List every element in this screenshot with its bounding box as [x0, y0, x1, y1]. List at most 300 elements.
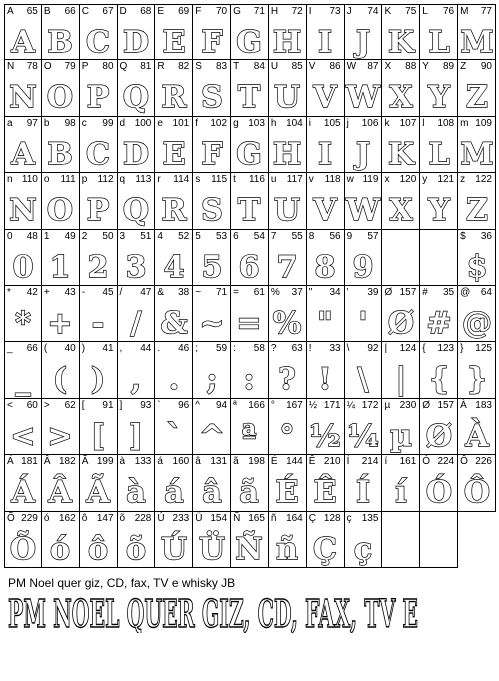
glyph-outline-char: + — [47, 305, 73, 341]
glyph-outline-char: $ — [466, 249, 487, 285]
glyph-cell — [155, 4, 193, 60]
glyph-cell — [420, 60, 458, 116]
glyph-code-label: 77 — [480, 6, 492, 17]
glyph-sample — [118, 356, 155, 398]
glyph-char-label: b — [43, 117, 50, 129]
glyph-sample — [420, 19, 457, 60]
glyph-cell — [231, 342, 269, 398]
glyph-char-label: n — [7, 174, 13, 186]
glyph-outline-char: , — [130, 362, 142, 398]
glyph-sample — [382, 131, 419, 172]
glyph-code-label: 80 — [102, 61, 114, 73]
glyph-code-label: 37 — [291, 286, 303, 298]
glyph-code-label: 85 — [291, 61, 303, 73]
glyph-outline-char: Ã — [86, 475, 110, 511]
glyph-sample — [420, 131, 457, 172]
glyph-cell — [155, 455, 193, 511]
glyph-sample — [345, 526, 382, 567]
glyph-code-label: 97 — [26, 117, 38, 129]
glyph-char-label: µ — [384, 399, 391, 411]
glyph-sample — [155, 187, 192, 229]
glyph-svg — [270, 469, 304, 511]
glyph-sample — [5, 244, 41, 285]
glyph-outline-char: 2 — [87, 249, 109, 285]
glyph-cell — [42, 173, 80, 229]
glyph-sample — [155, 413, 192, 454]
glyph-outline-char: ; — [206, 362, 218, 398]
glyph-svg — [346, 300, 380, 341]
glyph-outline-char: V — [313, 80, 337, 116]
glyph-cell — [420, 455, 458, 511]
glyph-outline-char: E — [162, 25, 186, 60]
glyph-code-label: 98 — [64, 117, 76, 129]
glyph-cell — [382, 512, 420, 568]
glyph-char-label: ~ — [195, 286, 202, 298]
glyph-outline-char: Ø — [425, 418, 452, 454]
glyph-cell — [382, 342, 420, 398]
glyph-char-label: V — [308, 61, 316, 73]
glyph-sample — [42, 526, 79, 567]
glyph-char-label: 5 — [195, 230, 201, 242]
glyph-char-label: ] — [119, 399, 123, 411]
glyph-char-label: N — [7, 61, 15, 73]
glyph-code-label: 124 — [399, 343, 417, 355]
glyph-char-label: ^ — [195, 399, 200, 411]
glyph-char-label: u — [270, 174, 277, 186]
glyph-svg — [6, 187, 40, 229]
glyph-cell — [4, 286, 42, 342]
glyph-char-label: Y — [422, 61, 429, 73]
glyph-cell — [80, 512, 118, 568]
glyph-outline-char: 4 — [163, 249, 185, 285]
glyph-sample — [118, 244, 155, 285]
glyph-svg — [119, 526, 153, 567]
glyph-code-label: 102 — [210, 117, 228, 129]
glyph-svg — [6, 413, 40, 454]
glyph-char-label: õ — [119, 512, 126, 524]
glyph-svg — [346, 413, 380, 454]
glyph-code-label: 111 — [60, 174, 76, 186]
glyph-cell — [118, 60, 156, 116]
glyph-char-label: 4 — [157, 230, 163, 242]
glyph-svg — [195, 413, 229, 454]
glyph-code-label: 82 — [178, 61, 190, 73]
glyph-code-label: 60 — [26, 399, 38, 411]
glyph-code-label: 43 — [64, 286, 76, 298]
glyph-code-label: 131 — [210, 456, 228, 468]
glyph-outline-char: À — [464, 418, 489, 454]
glyph-code-label: 42 — [26, 286, 38, 298]
glyph-sample — [458, 74, 495, 116]
glyph-char-label: F — [195, 6, 202, 17]
glyph-cell — [4, 230, 42, 286]
glyph-svg — [459, 19, 494, 60]
glyph-svg — [81, 300, 115, 341]
glyph-sample — [155, 131, 192, 172]
glyph-svg — [422, 469, 456, 511]
glyph-char-label: 7 — [270, 230, 277, 242]
glyph-outline-char: - — [91, 305, 105, 341]
glyph-cell — [307, 4, 345, 60]
glyph-code-label: 84 — [253, 61, 265, 73]
glyph-svg — [195, 356, 229, 398]
glyph-char-label: ' — [346, 286, 349, 298]
glyph-svg — [81, 19, 115, 60]
glyph-outline-char: B — [47, 25, 73, 60]
glyph-outline-char: T — [238, 80, 261, 116]
glyph-outline-char: } — [466, 362, 487, 398]
glyph-outline-char: @ — [461, 305, 492, 341]
glyph-code-label: 113 — [135, 174, 152, 186]
glyph-char-label: \ — [346, 343, 350, 355]
glyph-cell — [307, 60, 345, 116]
glyph-code-label: 52 — [178, 230, 190, 242]
glyph-cell — [118, 455, 156, 511]
glyph-cell — [269, 286, 307, 342]
glyph-code-label: 162 — [59, 512, 76, 524]
glyph-code-label: 104 — [286, 117, 303, 129]
glyph-code-label: 75 — [405, 6, 417, 17]
glyph-svg — [195, 469, 229, 511]
glyph-sample — [118, 74, 155, 116]
glyph-outline-char: Ç — [313, 531, 338, 567]
glyph-svg — [81, 187, 115, 229]
glyph-svg — [232, 356, 266, 398]
glyph-code-label: 229 — [21, 512, 38, 524]
glyph-char-label: Q — [119, 61, 128, 73]
glyph-char-label: / — [119, 286, 123, 298]
glyph-code-label: 166 — [248, 399, 265, 411]
glyph-cell — [4, 342, 42, 398]
glyph-sample — [420, 356, 457, 398]
glyph-outline-char: " — [317, 305, 333, 341]
glyph-char-label: s — [195, 174, 201, 186]
glyph-char-label: r — [157, 174, 161, 186]
glyph-char-label: c — [81, 117, 87, 129]
glyph-char-label: j — [346, 117, 349, 129]
glyph-outline-char: P — [86, 80, 110, 116]
glyph-outline-char: E — [162, 136, 186, 172]
glyph-code-label: 50 — [102, 230, 114, 242]
glyph-cell — [458, 4, 496, 60]
glyph-outline-char: Ó — [425, 475, 452, 511]
glyph-char-label: ñ — [270, 512, 277, 524]
glyph-char-label: < — [7, 399, 13, 411]
glyph-code-label: 45 — [102, 286, 114, 298]
glyph-sample — [458, 131, 495, 172]
glyph-sample — [5, 356, 41, 398]
glyph-outline-char: á — [164, 475, 184, 511]
glyph-sample — [345, 131, 382, 172]
glyph-cell — [155, 117, 193, 173]
glyph-char-label: . — [157, 343, 161, 355]
glyph-sample — [345, 413, 382, 454]
glyph-svg — [157, 413, 191, 454]
glyph-cell — [42, 512, 80, 568]
glyph-cell — [42, 342, 80, 398]
glyph-outline-char: ª — [242, 418, 257, 454]
glyph-cell — [4, 60, 42, 116]
glyph-char-label: } — [460, 343, 464, 355]
glyph-outline-char: Ü — [198, 531, 225, 567]
glyph-outline-char: _ — [15, 362, 31, 398]
glyph-outline-char: Y — [427, 193, 450, 229]
glyph-cell — [193, 4, 231, 60]
glyph-sample — [420, 469, 457, 511]
glyph-outline-char: 8 — [314, 249, 336, 285]
glyph-char-label: ç — [346, 512, 352, 524]
glyph-code-label: 70 — [215, 6, 228, 17]
glyph-char-label: > — [43, 399, 50, 411]
glyph-cell — [458, 173, 496, 229]
glyph-code-label: 172 — [361, 399, 379, 411]
glyph-svg — [459, 131, 494, 172]
glyph-outline-char: \ — [357, 362, 369, 398]
glyph-code-label: 53 — [215, 230, 228, 242]
glyph-char-label: y — [422, 174, 428, 186]
glyph-char-label: G — [233, 6, 241, 17]
glyph-svg — [6, 74, 40, 116]
glyph-char-label: Ó — [422, 456, 431, 468]
glyph-char-label: o — [43, 174, 50, 186]
glyph-cell — [458, 286, 496, 342]
glyph-outline-char: Õ — [9, 531, 36, 567]
glyph-cell — [155, 286, 193, 342]
glyph-outline-char: ? — [278, 362, 297, 398]
glyph-cell — [42, 455, 80, 511]
glyph-svg — [460, 74, 494, 116]
glyph-svg — [270, 413, 304, 454]
glyph-outline-char: G — [236, 25, 263, 60]
glyph-char-label: Õ — [7, 512, 15, 524]
glyph-char-label: ½ — [308, 399, 318, 411]
glyph-char-label: 3 — [119, 230, 126, 242]
glyph-cell — [155, 173, 193, 229]
glyph-outline-char: Q — [122, 193, 150, 229]
glyph-cell — [269, 60, 307, 116]
glyph-svg — [6, 19, 40, 60]
glyph-outline-char: % — [273, 305, 302, 341]
glyph-char-label: Ã — [81, 456, 89, 468]
glyph-char-label: Ü — [195, 512, 203, 524]
glyph-svg — [346, 356, 380, 398]
glyph-svg — [346, 244, 380, 285]
glyph-svg — [460, 300, 494, 341]
glyph-code-label: 90 — [480, 61, 492, 73]
glyph-svg — [232, 300, 266, 341]
glyph-cell — [345, 512, 383, 568]
glyph-svg — [6, 131, 40, 172]
glyph-outline-char: M — [459, 25, 494, 60]
glyph-code-label: 86 — [329, 61, 341, 73]
glyph-svg — [384, 131, 418, 172]
glyph-char-label: À — [460, 399, 467, 411]
glyph-cell — [345, 399, 383, 455]
glyph-char-label: p — [81, 174, 88, 186]
glyph-svg — [119, 244, 153, 285]
glyph-char-label: Ú — [157, 512, 165, 524]
glyph-svg — [232, 413, 266, 454]
glyph-code-label: 101 — [172, 117, 190, 129]
glyph-char-label: d — [119, 117, 126, 129]
glyph-cell — [118, 512, 156, 568]
glyph-cell — [193, 455, 231, 511]
glyph-cell — [118, 4, 156, 60]
glyph-cell — [4, 4, 42, 60]
glyph-svg — [43, 74, 77, 116]
glyph-sample — [231, 187, 268, 229]
glyph-char-label: ! — [308, 343, 312, 355]
glyph-sample — [345, 74, 382, 116]
glyph-outline-char: Ô — [463, 475, 490, 511]
glyph-cell — [42, 117, 80, 173]
glyph-code-label: 64 — [480, 286, 492, 298]
glyph-sample — [155, 300, 192, 341]
glyph-code-label: 33 — [329, 343, 341, 355]
sample-rendered-text: PM NOEL QUER GIZ, CD, FAX, TV E — [8, 591, 418, 633]
glyph-code-label: 83 — [215, 61, 228, 73]
glyph-svg — [195, 19, 229, 60]
glyph-svg — [232, 526, 266, 567]
glyph-sample — [269, 187, 306, 229]
glyph-code-label: 41 — [102, 343, 114, 355]
glyph-code-label: 121 — [437, 174, 455, 186]
glyph-outline-char: 0 — [12, 249, 34, 285]
glyph-sample — [307, 131, 344, 172]
glyph-code-label: 88 — [405, 61, 417, 73]
glyph-outline-char: 7 — [276, 249, 298, 285]
glyph-outline-char: I — [318, 25, 333, 60]
glyph-svg — [43, 356, 77, 398]
glyph-outline-char: ( — [53, 362, 68, 398]
glyph-char-label: _ — [7, 343, 13, 355]
glyph-sample — [80, 469, 117, 511]
glyph-svg — [308, 187, 342, 229]
glyph-code-label: 89 — [443, 61, 455, 73]
glyph-outline-char: W — [346, 193, 380, 229]
glyph-code-label: 117 — [286, 174, 303, 186]
glyph-sample — [80, 244, 117, 285]
glyph-cell — [80, 342, 118, 398]
glyph-sample — [231, 244, 268, 285]
glyph-outline-char: < — [10, 418, 36, 454]
glyph-svg — [422, 413, 456, 454]
glyph-char-label: v — [308, 174, 314, 186]
glyph-char-label: q — [119, 174, 126, 186]
glyph-sample — [80, 19, 117, 60]
glyph-svg — [308, 300, 342, 341]
glyph-sample — [193, 413, 230, 454]
glyph-char-label: | — [384, 343, 388, 355]
glyph-code-label: 171 — [323, 399, 341, 411]
glyph-outline-char: U — [274, 193, 301, 229]
glyph-outline-char: L — [428, 136, 450, 172]
glyph-code-label: 164 — [286, 512, 303, 524]
glyph-sample — [193, 19, 230, 60]
glyph-cell — [4, 455, 42, 511]
glyph-svg — [81, 356, 115, 398]
glyph-svg — [270, 19, 304, 60]
glyph-cell — [269, 173, 307, 229]
glyph-svg — [422, 187, 456, 229]
glyph-sample — [345, 356, 382, 398]
glyph-outline-char: L — [428, 25, 450, 60]
glyph-sample — [5, 19, 41, 60]
glyph-sample — [42, 74, 79, 116]
glyph-code-label: 66 — [26, 343, 38, 355]
glyph-cell — [458, 455, 496, 511]
glyph-outline-char: K — [387, 25, 414, 60]
glyph-code-label: 94 — [215, 399, 228, 411]
glyph-code-label: 182 — [59, 456, 76, 468]
glyph-sample — [118, 187, 155, 229]
glyph-outline-char: ½ — [309, 418, 341, 454]
glyph-svg — [270, 300, 304, 341]
glyph-svg — [119, 19, 153, 60]
glyph-code-label: 65 — [26, 6, 38, 17]
glyph-outline-char: Í — [355, 475, 371, 511]
glyph-sample — [269, 74, 306, 116]
glyph-sample — [42, 131, 79, 172]
glyph-code-label: 74 — [367, 6, 379, 17]
glyph-svg — [384, 300, 418, 341]
glyph-svg — [81, 131, 115, 172]
glyph-sample — [458, 187, 495, 229]
glyph-svg — [232, 19, 266, 60]
glyph-sample — [345, 469, 382, 511]
glyph-outline-char: ã — [239, 475, 260, 511]
glyph-cell — [382, 399, 420, 455]
glyph-sample — [118, 526, 155, 567]
glyph-outline-char: ó — [50, 531, 71, 567]
glyph-sample — [118, 131, 155, 172]
glyph-svg — [346, 187, 380, 229]
glyph-outline-char: 1 — [49, 249, 71, 285]
glyph-code-label: 107 — [399, 117, 417, 129]
glyph-cell — [382, 173, 420, 229]
glyph-sample — [307, 244, 344, 285]
glyph-outline-char: ¼ — [347, 418, 379, 454]
glyph-cell — [382, 455, 420, 511]
glyph-cell — [80, 399, 118, 455]
glyph-svg — [270, 187, 304, 229]
glyph-svg — [157, 469, 191, 511]
glyph-cell — [458, 342, 496, 398]
glyph-sample — [5, 74, 41, 116]
glyph-svg — [81, 74, 115, 116]
glyph-sample — [80, 413, 117, 454]
glyph-sample — [458, 300, 495, 341]
glyph-code-label: 210 — [323, 456, 341, 468]
glyph-sample — [269, 526, 306, 567]
glyph-outline-char: H — [273, 25, 302, 60]
glyph-outline-char: Á — [11, 475, 35, 511]
glyph-code-label: 183 — [475, 399, 492, 411]
glyph-outline-char: T — [238, 193, 261, 229]
glyph-sample — [118, 19, 155, 60]
glyph-svg — [195, 131, 229, 172]
glyph-code-label: 122 — [475, 174, 492, 186]
glyph-char-label: í — [384, 456, 388, 468]
glyph-sample — [5, 300, 41, 341]
glyph-cell — [193, 286, 231, 342]
glyph-outline-char: S — [200, 193, 223, 229]
glyph-outline-char: R — [161, 80, 187, 116]
glyph-code-label: 161 — [399, 456, 417, 468]
glyph-cell — [307, 342, 345, 398]
glyph-cell — [80, 455, 118, 511]
glyph-svg — [81, 244, 115, 285]
